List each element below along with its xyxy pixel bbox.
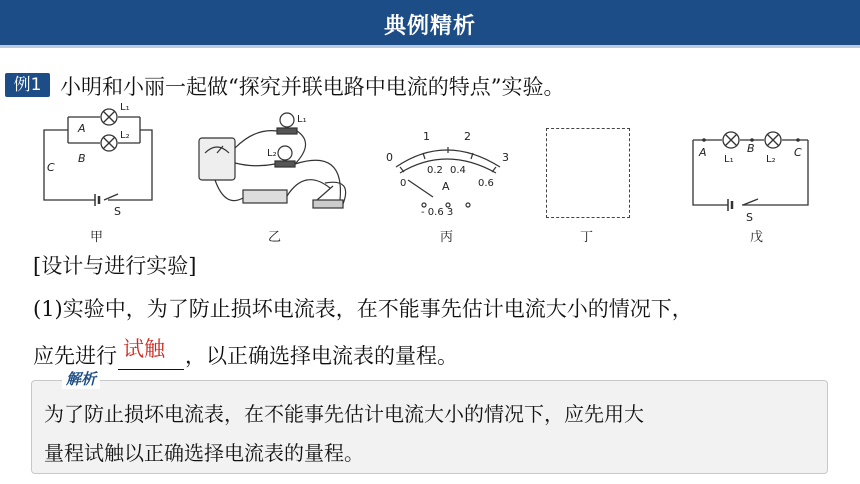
section-heading: [设计与进行实验] bbox=[33, 254, 197, 278]
wu-node-a-label: A bbox=[699, 146, 707, 159]
scale-bottom-2: 0.4 bbox=[450, 165, 466, 176]
figure-label-yi: 乙 bbox=[268, 230, 282, 245]
scale-bottom-3: 0.6 bbox=[478, 178, 494, 189]
figure-label-wu: 戊 bbox=[750, 230, 764, 245]
wu-lamp1-label: L₁ bbox=[724, 154, 734, 165]
circuit-figure-yi bbox=[195, 108, 355, 223]
wu-switch-label: S bbox=[746, 211, 753, 224]
scale-top-0: 0 bbox=[386, 151, 393, 164]
analysis-line2: 量程试触以正确选择电流表的量程。 bbox=[44, 441, 364, 465]
circuit-figure-wu bbox=[688, 125, 818, 225]
answer-blank bbox=[118, 337, 184, 370]
scale-top-3: 3 bbox=[502, 151, 509, 164]
lamp2-label: L₂ bbox=[120, 130, 130, 141]
yi-lamp1-label: L₁ bbox=[297, 114, 307, 125]
terminal-labels: - 0.6 3 bbox=[421, 207, 454, 218]
scale-bottom-1: 0.2 bbox=[427, 165, 443, 176]
switch-label: S bbox=[114, 205, 121, 218]
question1-prefix: 应先进行 bbox=[33, 344, 117, 368]
scale-top-1: 1 bbox=[423, 130, 430, 143]
figure-label-jia: 甲 bbox=[90, 230, 104, 245]
question1-suffix: ，以正确选择电流表的量程。 bbox=[185, 344, 458, 368]
header-bar bbox=[0, 0, 860, 48]
analysis-line1: 为了防止损坏电流表，在不能事先估计电流大小的情况下，应先用大 bbox=[44, 402, 644, 426]
wu-node-c-label: C bbox=[794, 146, 802, 159]
node-b-label: B bbox=[78, 152, 86, 165]
node-c-label: C bbox=[47, 161, 55, 174]
scale-top-2: 2 bbox=[464, 130, 471, 143]
figure-label-ding: 丁 bbox=[580, 230, 594, 245]
analysis-tag: 解析 bbox=[62, 368, 100, 389]
question-text: 小明和小丽一起做“探究并联电路中电流的特点”实验。 bbox=[60, 75, 565, 99]
question1-line1: (1)实验中，为了防止损坏电流表，在不能事先估计电流大小的情况下， bbox=[33, 297, 693, 321]
wu-lamp2-label: L₂ bbox=[766, 154, 776, 165]
page-title: 典例精析 bbox=[383, 14, 476, 39]
yi-lamp2-label: L₂ bbox=[267, 148, 277, 159]
unit-label: A bbox=[442, 180, 450, 193]
scale-bottom-0: 0 bbox=[400, 178, 407, 189]
figure-label-bing: 丙 bbox=[440, 230, 454, 245]
wu-node-b-label: B bbox=[747, 142, 755, 155]
example-badge: 例1 bbox=[5, 73, 50, 97]
lamp1-label: L₁ bbox=[120, 102, 130, 113]
question1-line2 bbox=[33, 337, 458, 370]
answer-text: 试触 bbox=[123, 337, 165, 361]
circuit-figure-jia bbox=[38, 100, 163, 220]
blank-circuit-box-ding bbox=[546, 128, 630, 218]
ammeter-dial-figure-bing bbox=[378, 125, 518, 220]
node-a-label: A bbox=[78, 122, 86, 135]
